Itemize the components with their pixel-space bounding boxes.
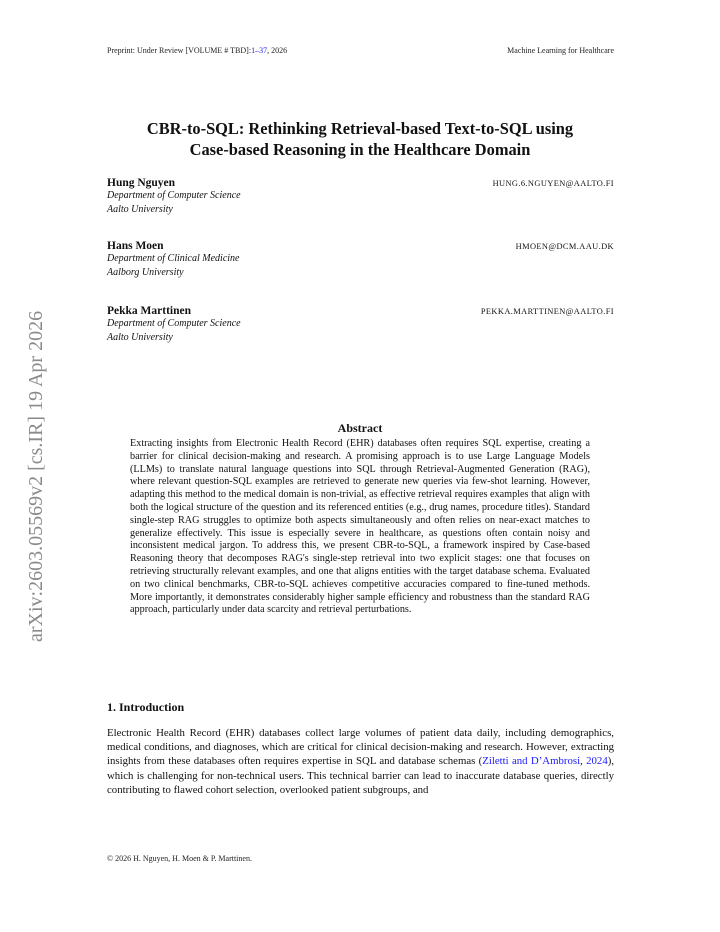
section-heading-introduction: 1. Introduction — [107, 700, 185, 714]
abstract-heading: Abstract — [337, 421, 383, 435]
author-university: Aalto University — [107, 332, 173, 343]
author-name: Hans Moen — [107, 240, 164, 252]
header-pages-link[interactable]: 1–37 — [251, 46, 268, 55]
introduction-text: Electronic Health Record (EHR) databases collect large volumes of patient data daily, including demographics, medical conditions, and diagnoses, which are critical for clinical decision-making and research. However, extracting insights from these databases often requires expertise in SQL and database schemas (Ziletti and D’Ambrosi, 2024), which is challenging for non-technical users. This technical barrier can lead to inaccurate database queries, directly contributing to flawed cohort selection, overlooked patient subgroups, and — [107, 727, 615, 796]
title-line-1: CBR-to-SQL: Rethinking Retrieval-based Text-to-SQL using — [146, 119, 574, 138]
arxiv-stamp: arXiv:2603.05569v2 [cs.IR] 19 Apr 2026 — [25, 310, 47, 642]
author-name: Pekka Marttinen — [107, 305, 192, 317]
author-email[interactable]: HUNG.6.NGUYEN@AALTO.FI — [492, 179, 614, 188]
title-line-2: Case-based Reasoning in the Healthcare Domain — [189, 140, 531, 159]
author-block — [107, 240, 614, 280]
author-block — [107, 305, 614, 345]
author-block — [107, 177, 614, 217]
author-university: Aalborg University — [107, 267, 184, 278]
header-preprint-info: Preprint: Under Review [VOLUME # TBD]:1–37, 2026 — [107, 46, 288, 55]
author-department: Department of Computer Science — [107, 318, 241, 329]
header-venue: Machine Learning for Healthcare — [507, 46, 614, 55]
citation-link[interactable]: Ziletti and D’Ambrosi — [482, 755, 581, 768]
author-department: Department of Clinical Medicine — [107, 253, 240, 264]
author-department: Department of Computer Science — [107, 190, 241, 201]
running-header — [107, 46, 614, 55]
citation-year-link[interactable]: 2024 — [586, 755, 608, 768]
author-name: Hung Nguyen — [107, 177, 176, 189]
author-email[interactable]: HMOEN@DCM.AAU.DK — [515, 242, 614, 251]
author-university: Aalto University — [107, 204, 173, 215]
paper-title — [90, 118, 630, 160]
author-email[interactable]: PEKKA.MARTTINEN@AALTO.FI — [480, 307, 614, 316]
copyright-footer: © 2026 H. Nguyen, H. Moen & P. Marttinen. — [107, 854, 252, 863]
abstract-text: Extracting insights from Electronic Health Record (EHR) databases often requires SQL expertise, creating a barrier for clinical decision-making and research. A promising approach is to use Large Language Models (LLMs) to translate natural language questions into SQL through Retrieval-Augmented Generation (RAG), where relevant question-SQL examples are retrieved to generate new queries via few-shot learning. However, adapting this method to the medical domain is non-trivial, as effective retrieval requires examples that align with both the logical structure of the question and its referenced entities (e.g., drug names, procedure titles). Standard single-step RAG struggles to optimize both aspects simultaneously and often relies on near-exact matches to generalize effectively. This issue is especially severe in healthcare, as questions often contain noisy and inconsistent medical jargon. To address this, we present CBR-to-SQL, a framework inspired by Case-based Reasoning theory that decomposes RAG's single-step retrieval into two explicit stages: one that focuses on retrieving structurally relevant examples, and one that aligns entities with the target database schema. Evaluated on two clinical benchmarks, CBR-to-SQL achieves competitive accuracies compared to fine-tuned methods. More importantly, it demonstrates considerably higher sample efficiency and robustness than the standard RAG approach, particularly under data scarcity and retrieval perturbations. — [130, 438, 590, 616]
